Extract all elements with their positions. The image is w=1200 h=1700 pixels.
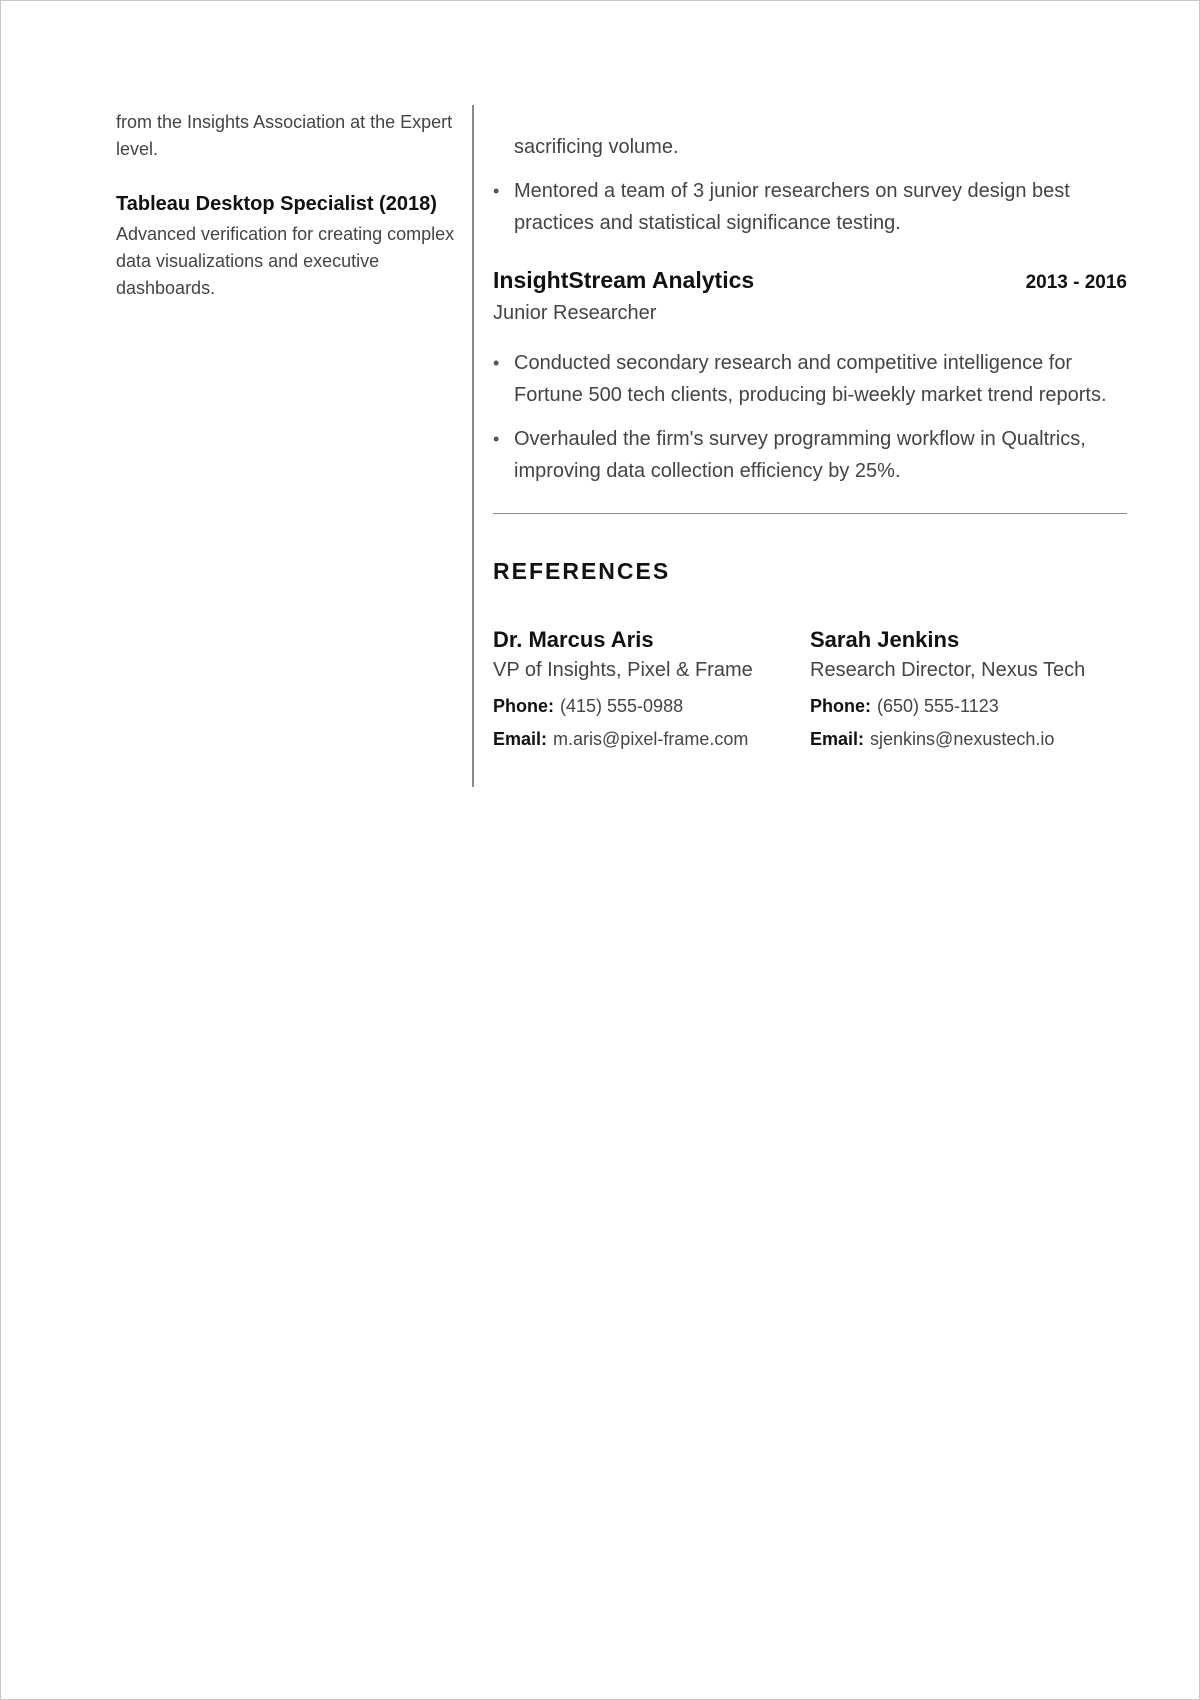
phone-value: (415) 555-0988	[560, 696, 684, 716]
right-column	[493, 131, 1127, 750]
bullet-dot-icon: •	[493, 429, 500, 449]
section-divider	[493, 513, 1127, 514]
bullet-dot-icon: •	[493, 353, 500, 373]
certification-title: Tableau Desktop Specialist (2018)	[116, 193, 437, 215]
job-bullets	[493, 347, 1127, 487]
phone-label: Phone:	[810, 696, 871, 716]
experience-item	[493, 267, 1127, 487]
certification-description: Advanced verification for creating complex data visualizations and executive dashboards.	[116, 224, 455, 298]
email-label: Email:	[810, 729, 865, 749]
employment-dates: 2013 - 2016	[1025, 272, 1127, 293]
reference-name: Sarah Jenkins	[810, 627, 960, 652]
experience-bullet	[493, 175, 1127, 239]
bullet-text: Overhauled the firm's survey programming workflow in Qualtrics, improving data collection efficiency by 25%.	[514, 428, 1086, 482]
experience-bullet	[493, 347, 1127, 411]
reference-title: VP of Insights, Pixel & Frame	[493, 659, 753, 681]
certification-description-continued: from the Insights Association at the Expert level.	[116, 112, 453, 159]
references-heading: REFERENCES	[493, 558, 671, 584]
experience-bullet-continued: sacrificing volume.	[514, 136, 679, 158]
references-list	[493, 627, 1127, 750]
bullet-text: Conducted secondary research and competitive intelligence for Fortune 500 tech clients, producing bi-weekly market trend reports.	[514, 352, 1107, 406]
email-value: m.aris@pixel-frame.com	[553, 729, 749, 749]
company-name: InsightStream Analytics	[493, 267, 755, 293]
email-label: Email:	[493, 729, 548, 749]
bullet-text: Mentored a team of 3 junior researchers on survey design best practices and statistical significance testing.	[514, 180, 1070, 234]
experience-header	[493, 267, 1127, 294]
reference-phone	[493, 696, 810, 717]
reference-title: Research Director, Nexus Tech	[810, 659, 1086, 681]
reference-email	[493, 729, 810, 750]
reference-card	[810, 627, 1127, 750]
reference-card	[493, 627, 810, 750]
bullet-dot-icon: •	[493, 181, 500, 201]
job-role: Junior Researcher	[493, 302, 657, 324]
experience-bullet	[493, 423, 1127, 487]
left-column	[116, 109, 456, 302]
email-value: sjenkins@nexustech.io	[870, 729, 1055, 749]
column-divider	[472, 105, 474, 787]
certification-item	[116, 190, 456, 302]
phone-label: Phone:	[493, 696, 554, 716]
reference-name: Dr. Marcus Aris	[493, 627, 654, 652]
phone-value: (650) 555-1123	[877, 696, 999, 716]
reference-phone	[810, 696, 1127, 717]
previous-job-bullets	[493, 175, 1127, 239]
reference-email	[810, 729, 1127, 750]
